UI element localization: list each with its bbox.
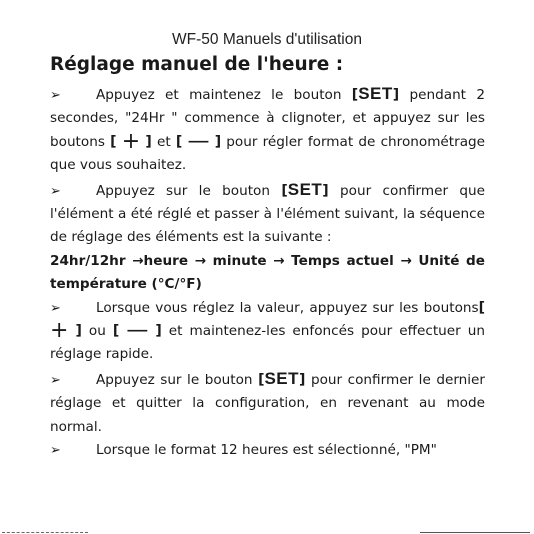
minus-icon: — [126, 318, 149, 344]
setting-sequence: 24hr/12hr →heure → minute → Temps actuel → Unité de température (°C/°F) [50, 252, 485, 293]
instruction-4: ➢ Appuyez sur le bouton [SET] pour confirmer le dernier réglage et quitter la configuration, en revenant au mode normal. [50, 368, 486, 435]
bullet-arrow-icon: ➢ [50, 372, 61, 388]
instruction-2: ➢ Appuyez sur le bouton [SET] pour confirmer que l'élément a été réglé et passer à l'élément suivant, la séquence de réglage des éléments est la suivante : [50, 179, 485, 246]
bullet-arrow-icon: ➢ [50, 183, 61, 199]
plus-key-label: [ + ] [50, 299, 485, 344]
page-header: WF-50 Manuels d'utilisation [172, 31, 362, 48]
minus-key-label: [ — ] [175, 128, 222, 154]
bullet-arrow-icon: ➢ [50, 443, 61, 459]
set-key-label: [SET] [281, 179, 329, 199]
instruction-5: ➢ Lorsque le format 12 heures est sélectionné, "PM" [50, 439, 485, 462]
footer-divider-right [420, 532, 530, 533]
instructions-body [50, 82, 485, 463]
instruction-3: ➢ Lorsque vous réglez la valeur, appuyez sur les boutons[ + ] ou [ — ] et maintenez-les enfoncés pour effectuer un réglage rapide. [50, 297, 485, 367]
minus-icon: — [187, 128, 210, 154]
instruction-1: ➢ Appuyez et maintenez le bouton [SET] pendant 2 secondes, "24Hr " commence à clignoter, et appuyez sur les boutons [ + ] et [ — ] pour régler format de chronométrage que vous souhaitez. [50, 84, 486, 174]
bullet-arrow-icon: ➢ [50, 88, 61, 103]
set-key-label: [SET] [351, 84, 400, 103]
bullet-arrow-icon: ➢ [50, 300, 61, 316]
plus-icon: + [50, 318, 69, 344]
plus-icon: + [121, 128, 141, 154]
set-key-label: [SET] [258, 368, 306, 388]
plus-key-label: [ + ] [110, 128, 152, 154]
minus-key-label: [ — ] [112, 318, 162, 344]
section-title: Réglage manuel de l'heure : [50, 54, 344, 75]
